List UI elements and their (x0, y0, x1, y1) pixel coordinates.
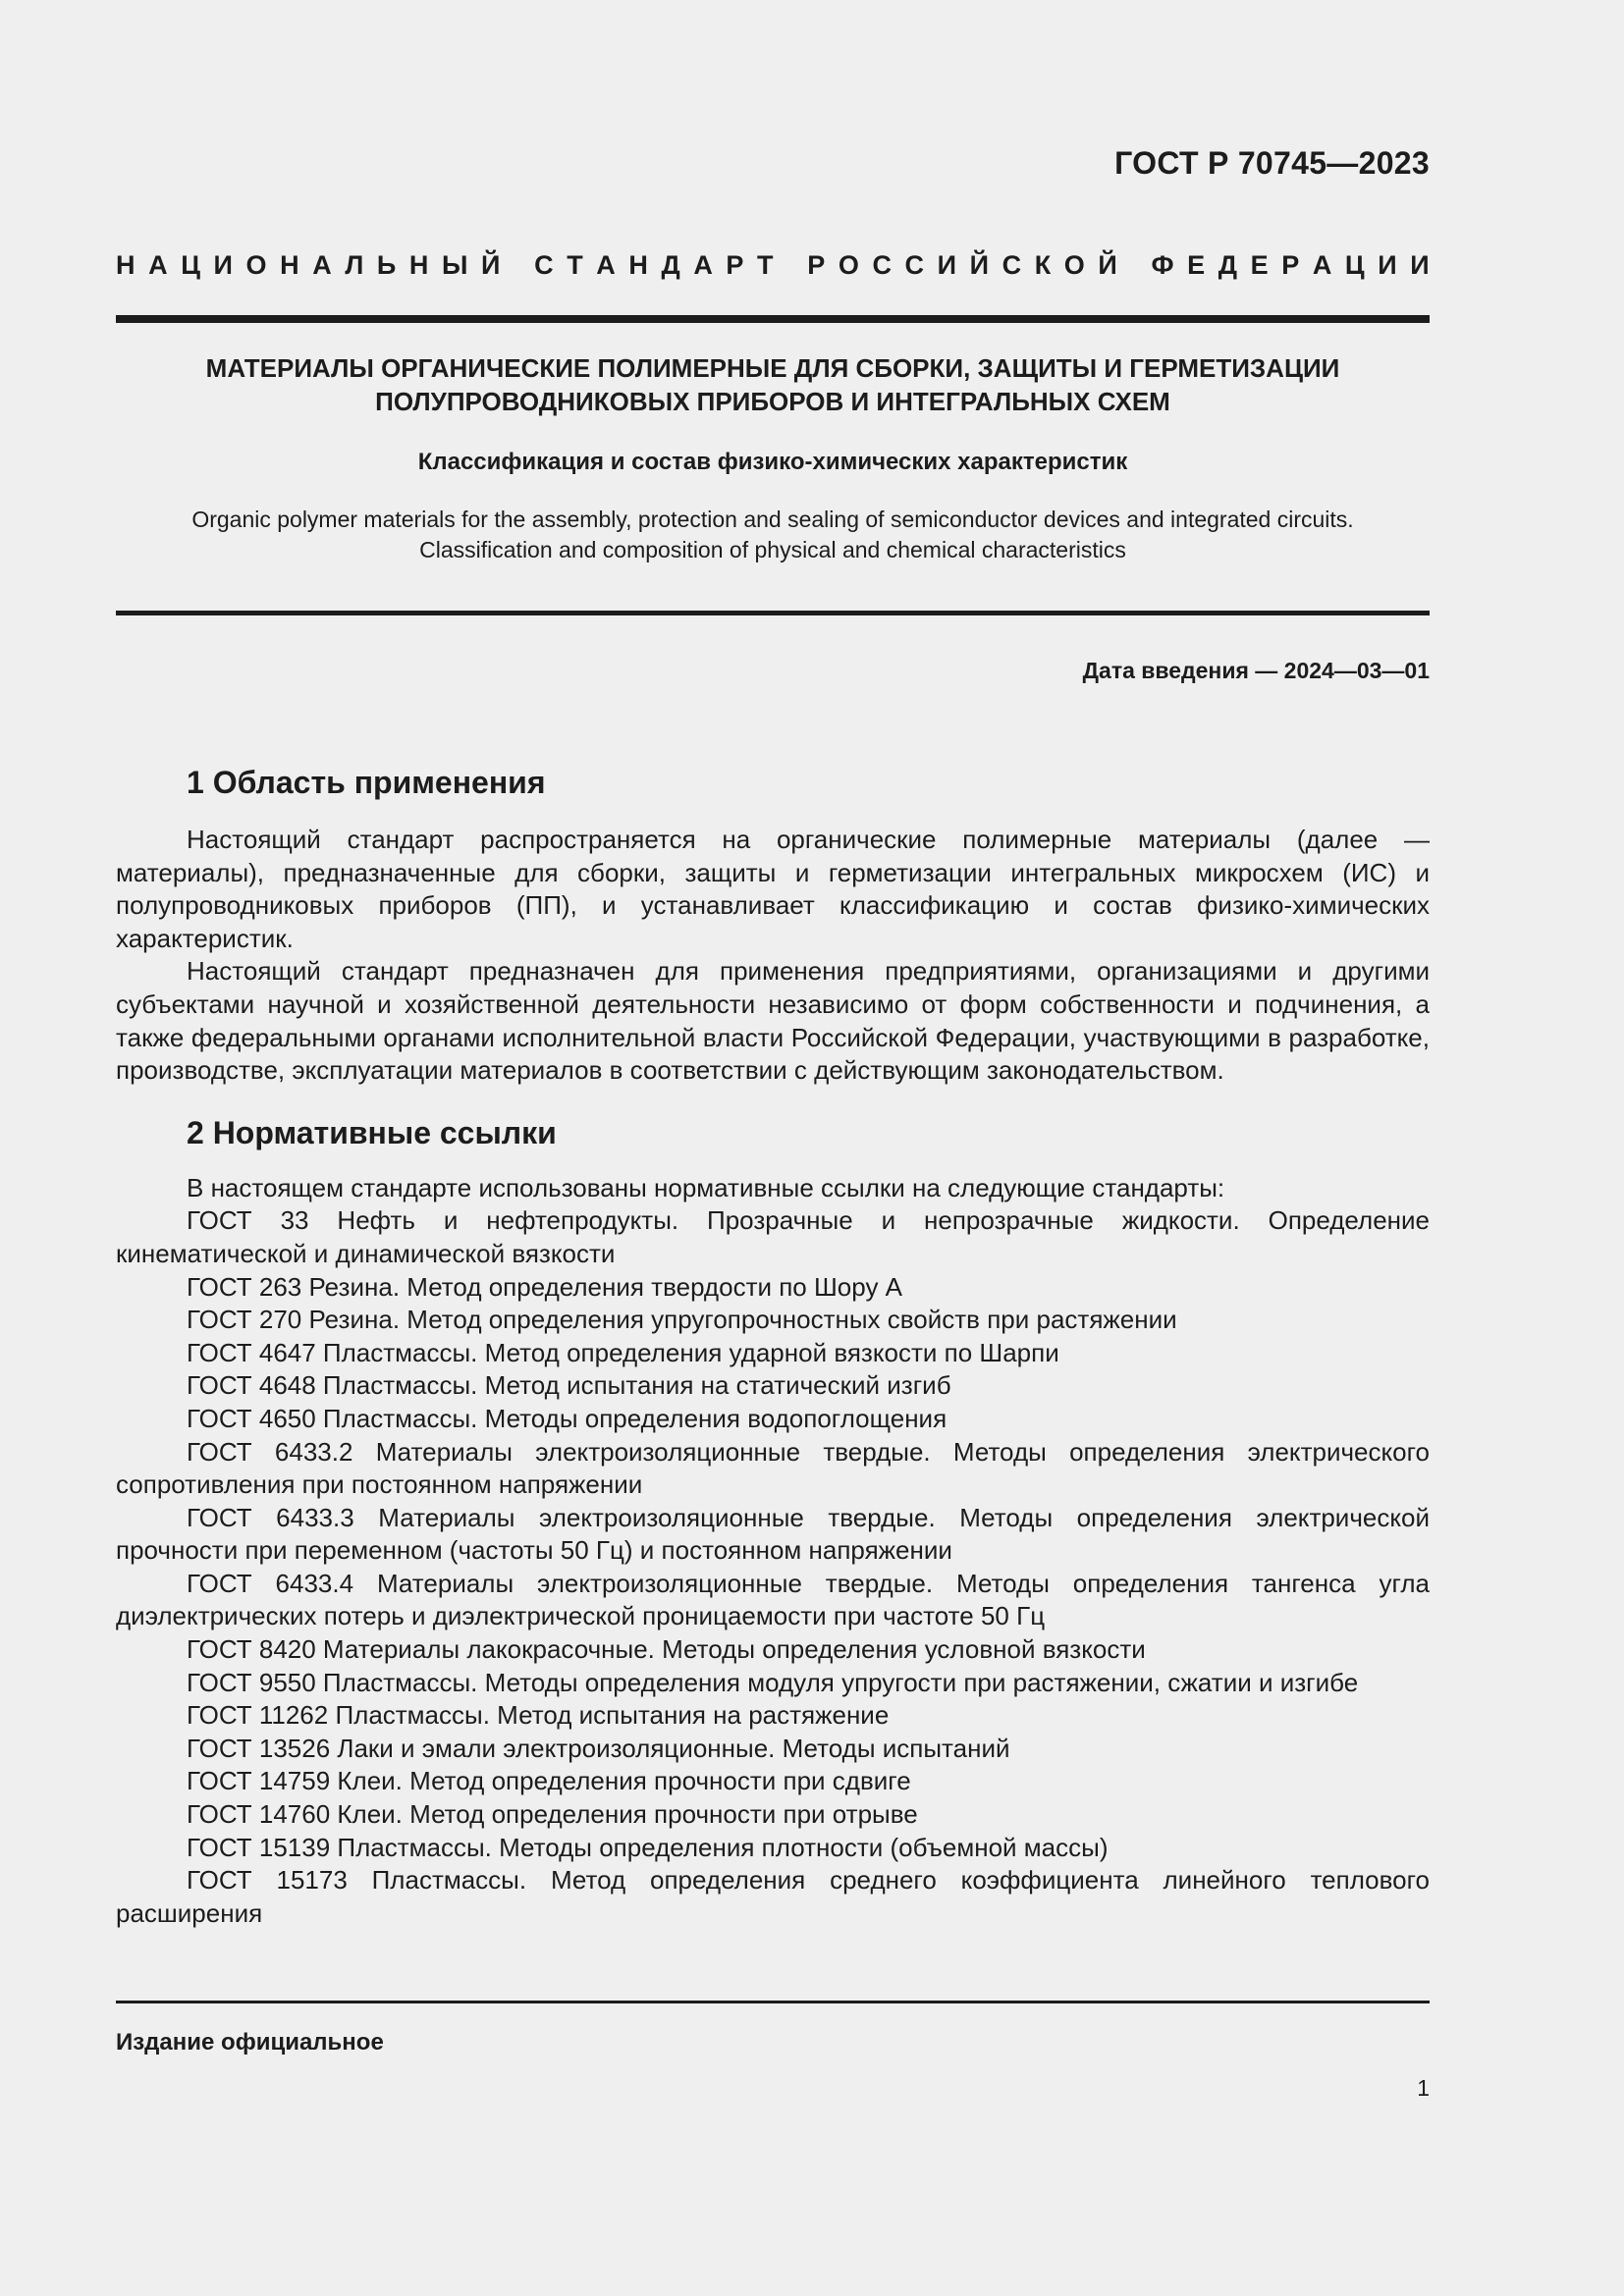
reference-item: ГОСТ 33 Нефть и нефтепродукты. Прозрачные и непрозрачные жидкости. Определение кинематической и динамической вязкости (116, 1205, 1430, 1268)
title-block (116, 351, 1430, 565)
section-1-paragraph: Настоящий стандарт предназначен для применения предприятиями, организациями и другими субъектами научной и хозяйственной деятельности независимо от форм собственности и подчинения, а также федеральными органами исполнительной власти Российской Федерации, участвующими в разработке, производстве, эксплуатации материалов в соответствии с действующим законодательством. (116, 956, 1430, 1086)
reference-item: ГОСТ 6433.2 Материалы электроизоляционные твердые. Методы определения электрического сопротивления при постоянном напряжении (116, 1436, 1430, 1500)
reference-item: ГОСТ 6433.4 Материалы электроизоляционные твердые. Методы определения тангенса угла диэлектрических потерь и диэлектрической проницаемости при частоте 50 Гц (116, 1568, 1430, 1631)
reference-item: ГОСТ 4648 Пластмассы. Метод испытания на статический изгиб (187, 1370, 951, 1401)
document-body (116, 761, 1430, 1930)
english-title-line-1: Organic polymer materials for the assembly, protection and sealing of semiconductor devices and integrated circuits. (191, 507, 1354, 532)
header-rule (116, 315, 1430, 323)
reference-item: ГОСТ 4647 Пластмассы. Метод определения ударной вязкости по Шарпи (187, 1337, 1059, 1367)
edition-label: Издание официальное (116, 2029, 384, 2056)
document-subtitle: Классификация и состав физико-химических характеристик (417, 449, 1128, 475)
footer-rule (116, 2001, 1430, 2003)
english-title (116, 505, 1430, 565)
section-2-heading: 2 Нормативные ссылки (187, 1114, 557, 1150)
reference-item: ГОСТ 13526 Лаки и эмали электроизоляционные. Методы испытаний (187, 1733, 1010, 1763)
title-rule (116, 611, 1430, 615)
reference-item: ГОСТ 270 Резина. Метод определения упругопрочностных свойств при растяжении (187, 1305, 1177, 1335)
section-2-intro: В настоящем стандарте использованы нормативные ссылки на следующие стандарты: (187, 1172, 1225, 1202)
reference-item: ГОСТ 15173 Пластмассы. Метод определения среднего коэффициента линейного теплового расширения (116, 1865, 1430, 1928)
reference-item: ГОСТ 4650 Пластмассы. Методы определения водопоглощения (187, 1403, 947, 1433)
national-standard-label: Н А Ц И О Н А Л Ь Н Ы Й С Т А Н Д А Р Т Р О С С И Й С К О Й Ф Е Д Е Р А Ц И И (116, 250, 1430, 280)
reference-item: ГОСТ 11262 Пластмассы. Метод испытания на растяжение (187, 1700, 890, 1731)
reference-item: ГОСТ 15139 Пластмассы. Методы определения плотности (объемной массы) (187, 1832, 1109, 1862)
section-1-paragraph: Настоящий стандарт распространяется на органические полимерные материалы (далее — материалы), предназначенные для сборки, защиты и герметизации интегральных микросхем (ИС) и полупроводниковых приборов (ПП), и устанавливает классификацию и состав физико-химических характеристик. (116, 825, 1430, 953)
introduction-date: Дата введения — 2024—03—01 (1082, 658, 1430, 683)
reference-item: ГОСТ 6433.3 Материалы электроизоляционные твердые. Методы определения электрической прочности при переменном (частоты 50 Гц) и постоянном напряжении (116, 1502, 1430, 1566)
reference-item: ГОСТ 8420 Материалы лакокрасочные. Методы определения условной вязкости (187, 1634, 1146, 1665)
section-1-heading: 1 Область применения (187, 765, 546, 800)
standard-number: ГОСТ Р 70745—2023 (1114, 145, 1430, 181)
page-number: 1 (1417, 2075, 1430, 2101)
english-title-line-2: Classification and composition of physical and chemical characteristics (419, 537, 1126, 562)
document-title (116, 351, 1430, 418)
title-line-1: МАТЕРИАЛЫ ОРГАНИЧЕСКИЕ ПОЛИМЕРНЫЕ ДЛЯ СБОРКИ, ЗАЩИТЫ И ГЕРМЕТИЗАЦИИ (205, 353, 1340, 383)
reference-item: ГОСТ 9550 Пластмассы. Методы определения модуля упругости при растяжении, сжатии и изгибе (187, 1667, 1359, 1697)
reference-list (116, 1204, 1430, 1930)
reference-item: ГОСТ 263 Резина. Метод определения твердости по Шору А (187, 1271, 903, 1302)
title-line-2: ПОЛУПРОВОДНИКОВЫХ ПРИБОРОВ И ИНТЕГРАЛЬНЫХ СХЕМ (375, 387, 1170, 416)
reference-item: ГОСТ 14760 Клеи. Метод определения прочности при отрыве (187, 1799, 918, 1830)
reference-item: ГОСТ 14759 Клеи. Метод определения прочности при сдвиге (187, 1766, 911, 1796)
